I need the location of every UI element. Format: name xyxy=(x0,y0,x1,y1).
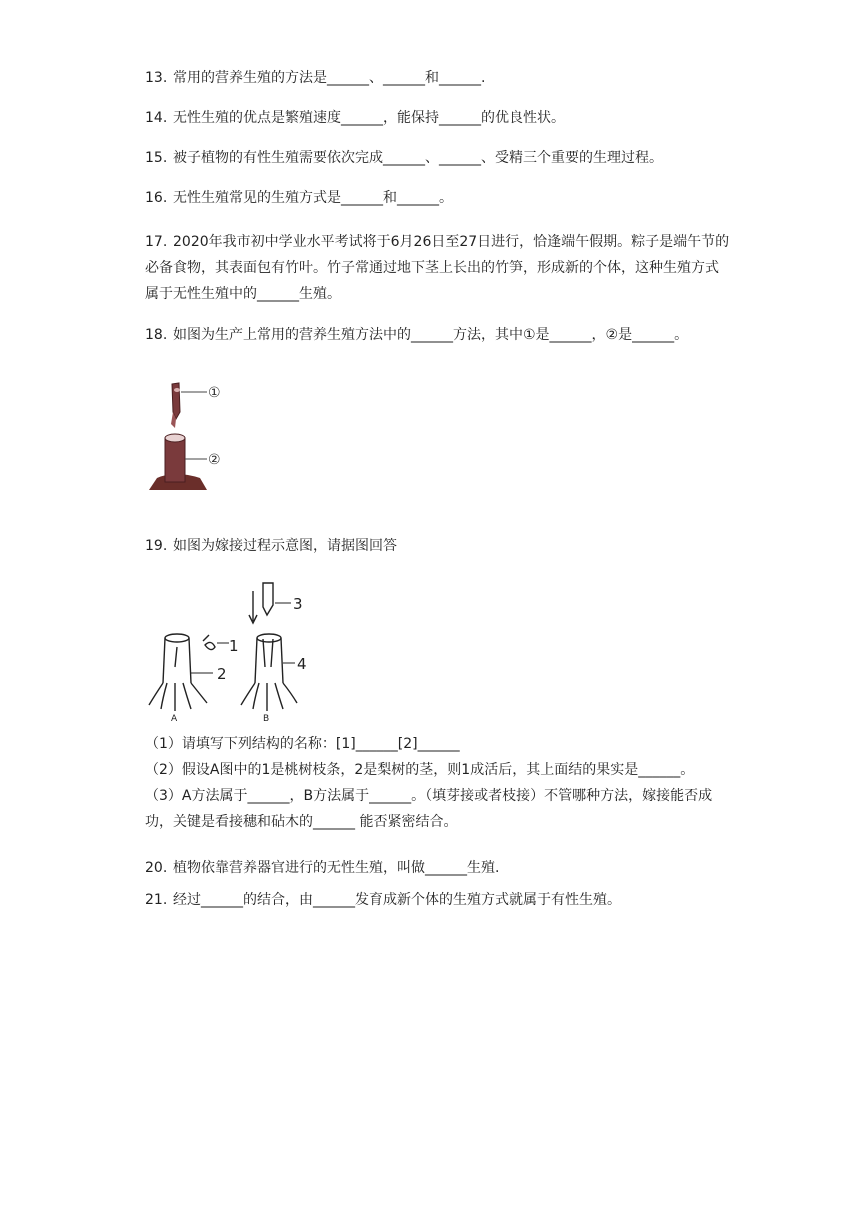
question-17: 17. 2020年我市初中学业水平考试将于6月26日至27日进行，恰逢端午假期。粽子是端午节的必备食物，其表面包有竹叶。竹子常通过地下茎上长出的竹笋，形成新的个体，这种生殖方式属于无性生殖中的______生殖。 xyxy=(145,234,730,302)
stock-b-split xyxy=(263,639,273,667)
rootstock-cut xyxy=(165,434,185,442)
rootstock-stem xyxy=(165,438,185,482)
stock-b-top xyxy=(257,634,281,642)
question-15: 15. 被子植物的有性生殖需要依次完成______、______、受精三个重要的生理过程。 xyxy=(145,150,663,166)
question-19-part-1: （1）请填写下列结构的名称：[1]______[2]______ xyxy=(145,736,460,752)
question-21: 21. 经过______的结合，由______发育成新个体的生殖方式就属于有性生殖。 xyxy=(145,892,621,908)
bud-mark xyxy=(174,388,180,392)
panel-b xyxy=(241,583,297,711)
question-13: 13. 常用的营养生殖的方法是______、______和______. xyxy=(145,70,486,86)
question-20: 20. 植物依靠营养器官进行的无性生殖，叫做______生殖. xyxy=(145,860,500,876)
question-19: 19. 如图为嫁接过程示意图，请据图回答 xyxy=(145,538,397,554)
question-18: 18. 如图为生产上常用的营养生殖方法中的______方法，其中①是______，②是______。 xyxy=(145,327,689,343)
stock-a-top xyxy=(165,634,189,642)
stock-b-right xyxy=(281,638,283,683)
stock-a-right xyxy=(189,638,191,683)
cutting-figure xyxy=(145,372,235,497)
stock-a-cut xyxy=(175,647,177,667)
label-1: 1 xyxy=(229,637,239,655)
bud-stalk xyxy=(203,635,209,641)
stock-a-left xyxy=(163,638,165,683)
stock-b-left xyxy=(255,638,257,683)
question-19-part-3: （3）A方法属于______，B方法属于______。（填芽接或者枝接）不管哪种方法，嫁接能否成功，关键是看接穗和砧木的______ 能否紧密结合。 xyxy=(145,788,713,830)
bud-shield xyxy=(205,642,215,649)
label-circle-1: ① xyxy=(208,385,221,401)
roots-b xyxy=(241,683,297,711)
label-2: 2 xyxy=(217,665,227,683)
label-4: 4 xyxy=(297,655,307,673)
question-14: 14. 无性生殖的优点是繁殖速度______，能保持______的优良性状。 xyxy=(145,110,565,126)
label-circle-2: ② xyxy=(208,452,221,468)
roots-a xyxy=(149,683,207,711)
question-19-part-2: （2）假设A图中的1是桃树枝条，2是梨树的茎，则1成活后，其上面结的果实是______。 xyxy=(145,762,695,778)
question-16: 16. 无性生殖常见的生殖方式是______和______。 xyxy=(145,190,453,206)
scion-b xyxy=(263,583,273,615)
label-3: 3 xyxy=(293,595,303,613)
grafting-figure xyxy=(145,575,325,723)
label-b: B xyxy=(263,714,270,723)
label-a: A xyxy=(171,714,178,723)
